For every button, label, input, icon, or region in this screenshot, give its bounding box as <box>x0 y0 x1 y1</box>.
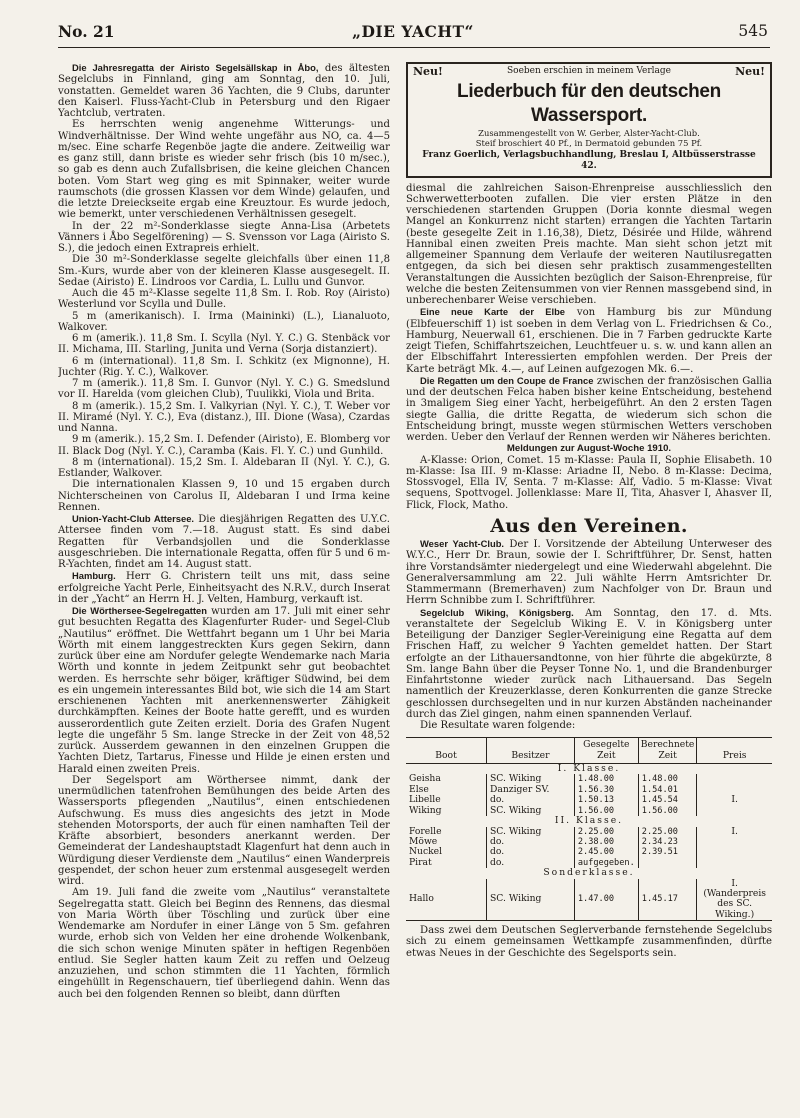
paragraph: Am 19. Juli fand die zweite vom „Nautilus“ veranstaltete Segelregatta statt. Gleich bei Beginn des Rennens, das diesmal von Maria Wörth über Töschling und zurück über eine Wendemarke am Nordufer in einer Länge von 5 Sm. gefahren wurde, erhob sich von Velden her eine drohende Wolkenbank, die sich schon wenige Minuten später in heftigen Regenböen entlud. Sie Segler hatten kaum Zeit zu reffen und Oelzeug anzuziehen, und schon stimmten die 11 Yachten, förmlich eingehüllt in Regenschauern, tief überliegend dahin. Wenn das auch bei den folgenden Rennen so bleibt, dann dürften <box>58 887 390 1000</box>
table-row <box>406 785 772 795</box>
table-cell: Pirat <box>409 856 432 868</box>
table-row <box>406 827 772 837</box>
col-header: Preis <box>697 738 772 764</box>
paragraph: Der Segelsport am Wörthersee nimmt, dank der unermüdlichen tatenfrohen Bemühungen des beide Arten des Wassersports pflegenden „Nautilus“, einen entschiedenen Aufschwung. Es muss dies angesichts des jetzt in Mode stehenden Motorsports, der auch für einen namhaften Teil der Kräfte absorbiert, besonders anerkannt werden. Der Gemeinderat der Landeshauptstadt Klagenfurt hat denn auch in Würdigung dieser Verdienste dem „Nautilus“ einen Wanderpreis gespendet, der schon heuer zum erstenmal ausgesegelt werden wird. <box>58 774 390 887</box>
table-cell <box>638 858 697 868</box>
class-label: I. Klasse. <box>557 763 621 775</box>
table-cell: I. <box>697 827 772 837</box>
table-cell: 2.38.00 <box>574 837 638 847</box>
table-cell: 1.48.00 <box>574 774 638 784</box>
col-header: Besitzer <box>487 738 575 764</box>
col-header: Berechnete Zeit <box>638 738 697 764</box>
table-cell <box>697 774 772 784</box>
paragraph: 6 m (international). 11,8 Sm. I. Schkitz (ex Mignonne), H. Juchter (Rig. Y. C.), Walkover. <box>58 355 390 378</box>
paragraph: Die Resultate waren folgende: <box>420 720 576 731</box>
paragraph: Die 30 m²-Sonderklasse segelte gleichfalls über einen 11,8 Sm.-Kurs, wurde aber von der kleineren Klasse ausgesegelt. II. Sedae (Airisto) E. Lindroos vor Cardia, L. Lullu und Gunvor. <box>58 254 390 288</box>
table-cell: SC. Wiking <box>487 879 575 921</box>
col-header: Gesegelte Zeit <box>574 738 638 764</box>
item-title: Eine neue Karte der Elbe <box>420 306 566 318</box>
subheading: Meldungen zur August-Woche 1910. <box>506 443 672 455</box>
col-header: Boot <box>406 738 487 764</box>
item-title: Die Jahresregatta der Airisto Segelsällskap in Åbo, <box>72 62 319 73</box>
table-cell: 2.45.00 <box>574 847 638 857</box>
ad-title: Liederbuch für den deutschen Wassersport. <box>457 81 721 126</box>
paragraph: Hamburg. Herr G. Christern teilt uns mit, dass seine erfolgreiche Yacht Perle, Einheitsyacht des N.R.V., durch Inserat in der „Yacht“ an Herrn H. J. Velten, Hamburg, verkauft ist. <box>58 570 390 605</box>
table-cell: SC. Wiking <box>487 774 575 784</box>
table-cell: 1.56.00 <box>574 806 638 816</box>
paragraph: Weser Yacht-Club. Der I. Vorsitzende der Abteilung Unterweser des W.Y.C., Herr Dr. Braun, sowie der I. Schriftführer, Dr. Senst, hatten ihre Vorstandsämter niedergelegt und eine Wiederwahl abgelehnt. Die Generalversammlung am 22. Juli wählte Herrn Amtsrichter Dr. Stammermann (Bremerhaven) zum Nachfolger von Dr. Braun und Herrn Schnibbe zum I. Schriftführer. <box>406 538 772 607</box>
table-cell: 1.48.00 <box>638 774 697 784</box>
table-cell: Wiking <box>409 804 442 816</box>
table-cell: 1.56.30 <box>574 785 638 795</box>
paragraph: diesmal die zahlreichen Saison-Ehrenpreise ausschliesslich den Schwerwetterbooten zufallen. Die vier ersten Plätze in den verschiedenen startenden Gruppen (Doria konnte diesmal wegen Mangel an Konkurrenz nicht starten) errangen die Yachten Tartarin (beste gesegelte Zeit in 1.16,38), Dietz, Désirée und Hilde, während Hannibal einen zweiten Preis machte. Man sieht schon jetzt mit allgemeiner Spannung dem Verlaufe der weiteren Nautilusregatten entgegen, da sich bei diesen sehr praktisch zusammengestellten Veranstaltungen die Aussichten bezüglich der Saison-Ehrenpreise, für welche die besten Zeitensummen von vier Rennen massgebend sind, in unberechenbarer Weise verschieben. <box>406 182 772 306</box>
class-row <box>406 764 772 775</box>
table-cell: Geisha <box>409 773 441 785</box>
results-table <box>406 737 772 921</box>
table-row <box>406 774 772 784</box>
table-row <box>406 879 772 921</box>
table-row <box>406 847 772 857</box>
table-cell: 2.25.00 <box>574 827 638 837</box>
advertisement <box>406 62 772 178</box>
paragraph: Die Regatten um den Coupe de France zwischen der französischen Gallia und der deutschen Felca haben bisher keine Entscheidung, bestehend in 3maligem Sieg einer Yacht, herbeigeführt. An den 2 ersten Tagen siegte Gallia, die dritte Regatta, de wiederum sich schon die Entscheidung bringt, musste wegen stürmischen Wetters verschoben werden. Ueber den Verlauf der Rennen werden wir Näheres berichten. <box>406 374 772 443</box>
table-cell: do. <box>487 795 575 805</box>
ad-price: Steif broschiert 40 Pf., in Dermatoid gebunden 75 Pf. <box>475 138 703 148</box>
table-cell: 2.25.00 <box>638 827 697 837</box>
table-cell: Nuckel <box>409 846 443 858</box>
table-cell: I. (Wanderpreis des SC. Wiking.) <box>697 879 772 921</box>
paragraph: Union-Yacht-Club Attersee. Die diesjährigen Regatten des U.Y.C. Attersee finden vom 7.—18. August statt. Es sind dabei Regatten für Verbandsjollen und die Sonderklasse ausgeschrieben. Die internationale Regatta, offen für 5 und 6 m-R-Yachten, findet am 14. August statt. <box>58 513 390 570</box>
paragraph: 6 m (amerik.). 11,8 Sm. I. Scylla (Nyl. Y. C.) G. Stenbäck vor II. Michama, III. Starling, Junita und Verna (Sorja distanziert). <box>58 333 390 356</box>
paragraph: 8 m (international). 15,2 Sm. I. Aldebaran II (Nyl. Y. C.), G. Estlander, Walkover. <box>58 456 390 479</box>
table-cell: 1.54.01 <box>638 785 697 795</box>
table-cell: 2.39.51 <box>638 847 697 857</box>
table-row <box>406 837 772 847</box>
table-cell: Libelle <box>409 794 441 806</box>
item-title: Die Regatten um den Coupe de France <box>420 374 594 386</box>
table-cell: SC. Wiking <box>487 827 575 837</box>
paragraph: 5 m (amerikanisch). I. Irma (Maininki) (L.), Lianaluoto, Walkover. <box>58 310 390 333</box>
right-column <box>406 62 772 1102</box>
left-column <box>58 62 390 1102</box>
running-header <box>58 22 768 44</box>
paragraph: Eine neue Karte der Elbe von Hamburg bis zur Mündung (Elbfeuerschiff 1) ist soeben in dem Verlag von L. Friedrichsen & Co., Hamburg, Neuerwall 61, erschienen. Die in 7 Farben gedruckte Karte zeigt Tiefen, Schiffahrtszeichen, Leuchtfeuer u. s. w. und kann allen an der Elbschiffahrt Interessierten empfohlen werden. Der Preis der Karte beträgt Mk. 4.—, auf Leinen aufgezogen Mk. 6.—. <box>406 306 772 375</box>
item-title: Die Wörthersee-Segelregatten <box>72 605 207 616</box>
item-title: Weser Yacht-Club. <box>420 538 505 549</box>
table-row <box>406 795 772 805</box>
ad-new-right: Neu! <box>735 65 765 78</box>
section-heading: Aus den Vereinen. <box>490 514 688 537</box>
table-cell <box>697 847 772 857</box>
journal-title: „DIE YACHT“ <box>352 22 474 41</box>
ad-publisher: Franz Goerlich, Verlagsbuchhandlung, Breslau I, Altbüsserstrasse 42. <box>422 150 756 172</box>
paragraph: Auch die 45 m²-Klasse segelte 11,8 Sm. I. Rob. Roy (Airisto) Westerlund vor Scylla und Dulle. <box>58 288 390 311</box>
item-title: Hamburg. <box>72 570 116 582</box>
paragraph: In der 22 m²-Sonderklasse siegte Anna-Lisa (Arbetets Vänners i Åbo Segelförening) — S. Svensson vor Laga (Airisto S. S.), die jedoch einen Extrapreis erhielt. <box>58 220 390 254</box>
table-cell <box>697 837 772 847</box>
paragraph: A-Klasse: Orion, Comet. 15 m-Klasse: Paula II, Sophie Elisabeth. 10 m-Klasse: Isa III. 9 m-Klasse: Ariadne II, Nebo. 8 m-Klasse: Decima, Stossvogel, Ella IV, Senta. 7 m-Klasse: Alf, Vadio. 5 m-Klasse: Vivat sequens, Spottvogel. Jollenklasse: Mare II, Tita, Ahasver I, Ahasver II, Flick, Flock, Matho. <box>406 454 772 511</box>
table-cell: 1.45.54 <box>638 795 697 805</box>
header-rule <box>58 47 770 48</box>
table-cell: aufgegeben. <box>574 858 638 868</box>
table-cell: 1.50.13 <box>574 795 638 805</box>
paragraph: 9 m (amerik.). 15,2 Sm. I. Defender (Airisto), E. Blomberg vor II. Black Dog (Nyl. Y. C.), Caramba (Kais. Fl. Y. C.) und Gunhild. <box>58 434 390 457</box>
table-cell: I. <box>697 795 772 805</box>
table-cell <box>697 858 772 868</box>
ad-announce: Soeben erschien in meinem Verlage <box>506 66 672 76</box>
table-cell: Forelle <box>409 825 442 837</box>
table-cell: 1.45.17 <box>638 879 697 921</box>
table-header-row <box>406 738 772 764</box>
table-cell: do. <box>487 837 575 847</box>
item-title: Union-Yacht-Club Attersee. <box>72 513 195 524</box>
table-cell: Danziger SV. <box>487 785 575 795</box>
table-cell: SC. Wiking <box>487 806 575 816</box>
table-cell: 1.47.00 <box>574 879 638 921</box>
table-cell: 2.34.23 <box>638 837 697 847</box>
paragraph: 8 m (amerik.). 15,2 Sm. I. Valkyrian (Nyl. Y. C.), T. Weber vor II. Miramé (Nyl. Y. C.), Eva (distanz.), III. Dione (Wasa), Czardas und Nanna. <box>58 400 390 434</box>
paragraph: Die internationalen Klassen 9, 10 und 15 ergaben durch Nichterscheinen von Carolus II, Aldebaran I und Irma keine Rennen. <box>58 479 390 513</box>
class-label: II. Klasse. <box>554 815 624 827</box>
table-cell: Möwe <box>409 835 438 847</box>
class-row <box>406 868 772 878</box>
paragraph: Segelclub Wiking, Königsberg. Am Sonntag, den 17. d. Mts. veranstaltete der Segelclub Wiking E. V. in Königsberg unter Beteiligung der Danziger Segler-Vereinigung eine Regatta auf dem Frischen Haff, zu welcher 9 Yachten gemeldet hatten. Der Start erfolgte an der Lithauersandtonne, von hier führte die abgekürzte, 8 Sm. lange Bahn über die Peyser Tonne No. 1, und die Brandenburger Einfahrtstonne wieder zurück nach Lithauersand. Das Segeln namentlich der Kreuzerklasse, deren Konkurrenten die ganze Strecke geschlossen durchsegelten und in nur kurzen Abständen nacheinander durch das Ziel gingen, nahm einen spannenden Verlauf. <box>406 606 772 720</box>
item-title: Segelclub Wiking, Königsberg. <box>420 606 574 618</box>
table-cell: Hallo <box>409 893 434 905</box>
paragraph: Es herrschten wenig angenehme Witterungs- und Windverhältnisse. Der Wind wehte ungefähr aus NO, ca. 4—5 m/sec. Eine scharfe Regenböe jagte die andere. Zeitweilig war es ganz still, dann briste es wieder sehr frisch (bis 10 m/sec.), so gab es denn auch Zufallsbrisen, die keine gleichen Chancen boten. Vom Start weg ging es mit Spinnaker, weiter wurde raumschots (die grossen Klassen vor dem Winde) gelaufen, und die letzte Dreieckseite ergab eine Kreuztour. Es wurde jedoch, wie bemerkt, unter verschiedenen Verhältnissen gesegelt. <box>58 119 390 221</box>
results-body <box>406 764 772 921</box>
ad-compiled: Zusammengestellt von W. Gerber, Alster-Yacht-Club. <box>478 128 700 138</box>
table-cell <box>697 806 772 816</box>
class-label: Sonderklasse. <box>543 867 635 879</box>
paragraph: 7 m (amerik.). 11,8 Sm. I. Gunvor (Nyl. Y. C.) G. Smedslund vor II. Harelda (vom gleichen Club), Tuulikki, Viola und Brita. <box>58 378 390 401</box>
ad-new-left: Neu! <box>413 65 443 78</box>
table-cell: 1.56.00 <box>638 806 697 816</box>
page-number: 545 <box>738 22 768 40</box>
issue-number: No. 21 <box>58 22 115 41</box>
table-cell: Else <box>409 783 429 795</box>
paragraph: Die Wörthersee-Segelregatten wurden am 17. Juli mit einer sehr gut besuchten Regatta des Klagenfurter Ruder- und Segel-Club „Nautilus“ eröffnet. Die Wettfahrt begann um 1 Uhr bei Maria Wörth mit einem langgestreckten Kurs gegen Sekirn, dann zurück über eine am Nordufer gelegte Wendemarke nach Maria Wörth und konnte in jedem Zeitpunkt sehr gut beobachtet werden. Es herrschte sehr böiger, kräftiger Südwind, bei dem es ein ungemein interessantes Bild bot, wie sich die 14 am Start erschienenen Yachten mit anerkennenswerter Zähigkeit durchkämpften. Keines der Boote hatte gerefft, und es wurden ausserordentlich gute Zeiten erzielt. Doria des Grafen Nugent legte die ungefähr 5 Sm. lange Strecke in der Zeit von 48,52 zurück. Ausserdem gewannen in den einzelnen Gruppen die Yachten Dietz, Tartarus, Finesse und Hilde je einen ersten und Harald einen zweiten Preis. <box>58 605 390 775</box>
paragraph: Die Jahresregatta der Airisto Segelsällskap in Åbo, des ältesten Segelclubs in Finnland, ging am Sonntag, den 10. Juli, vonstatten. Gemeldet waren 36 Yachten, die 9 Clubs, darunter den Kaiserl. Fluss-Yacht-Club in Petersburg und den Rigaer Yachtclub, vertraten. <box>58 62 390 119</box>
table-cell: do. <box>487 858 575 868</box>
paragraph: Dass zwei dem Deutschen Seglerverbande fernstehende Segelclubs sich zu einem gemeinsamen Wettkampfe zusammenfinden, dürfte etwas Neues in der Geschichte des Segelsports sein. <box>406 925 772 959</box>
table-cell: do. <box>487 847 575 857</box>
class-row <box>406 816 772 826</box>
